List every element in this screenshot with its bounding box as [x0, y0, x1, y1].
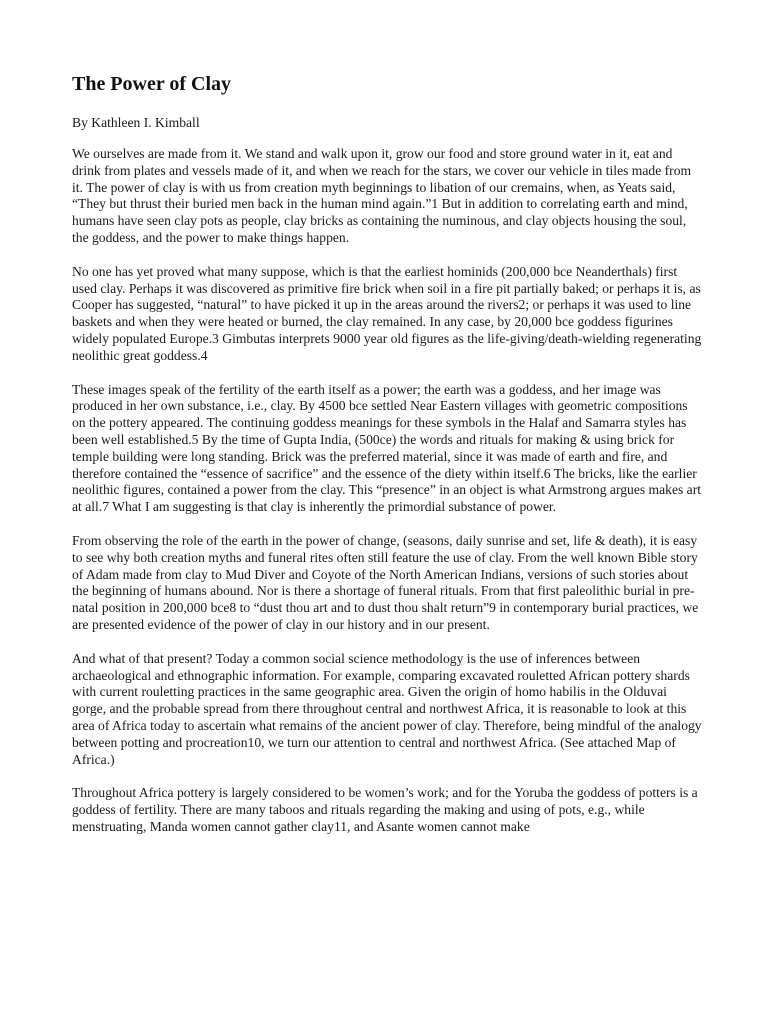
paragraph-2: No one has yet proved what many suppose, which is that the earliest hominids (200,000 bce Neanderthals) first used clay. Perhaps it was discovered as primitive fire brick when soil in a fire pit partially baked; or perhaps it is, as Cooper has suggested, “natural” to have picked it up in the areas around the rivers2; or perhaps it was used to line baskets and when they were heated or burned, the clay remained. In any case, by 20,000 bce goddess figurines widely populated Europe.3 Gimbutas interprets 9000 year old figures as the life-giving/death-wielding regenerating neolithic great goddess.4: [72, 263, 702, 363]
paragraph-4: From observing the role of the earth in the power of change, (seasons, daily sunrise and set, life & death), it is easy to see why both creation myths and funeral rites often still feature the use of clay. From the well known Bible story of Adam made from clay to Mud Diver and Coyote of the North American Indians, versions of such stories about the beginning of humans abound. Nor is there a shortage of funeral rituals. From that first paleolithic burial in pre-natal position in 200,000 bce8 to “dust thou art and to dust thou shalt return”9 in contemporary burial practices, we are presented evidence of the power of clay in our history and in our present.: [72, 532, 699, 632]
document-title: The Power of Clay: [72, 73, 232, 95]
paragraph-3: These images speak of the fertility of the earth itself as a power; the earth was a goddess, and her image was produced in her own substance, i.e., clay. By 4500 bce settled Near Eastern villages with geometric compositions on the pottery appeared. The continuing goddess meanings for these symbols in the Halaf and Samarra styles has been well established.5 By the time of Gupta India, (500ce) the words and rituals for making & using brick for temple building were long standing. Brick was the preferred material, since it was made of earth and fire, and therefore contained the “essence of sacrifice” and the essence of the diety within itself.6 The bricks, like the earlier neolithic figures, contained a power from the clay. This “presence” in an object is what Armstrong argues makes art at all.7 What I am suggesting is that clay is inherently the primordial substance of power.: [72, 381, 702, 515]
document-body: [72, 72, 702, 853]
paragraph-6: Throughout Africa pottery is largely considered to be women’s work; and for the Yoruba the goddess of potters is a goddess of fertility. There are many taboos and rituals regarding the making and using of pots, e.g., while menstruating, Manda women cannot gather clay11, and Asante women cannot make: [72, 785, 698, 834]
paragraph-1: We ourselves are made from it. We stand and walk upon it, grow our food and store ground water in it, eat and drink from plates and vessels made of it, and when we reach for the stars, we cover our vehicle in tiles made from it. The power of clay is with us from creation myth beginnings to libation of our cremains, when, as Yeats said, “They but thrust their buried men back in the human mind again.”1 But in addition to correlating earth and mind, humans have seen clay pots as people, clay bricks as containing the numinous, and clay objects housing the soul, the goddess, and the power to make things happen.: [72, 146, 692, 245]
author-byline: By Kathleen I. Kimball: [72, 115, 200, 130]
paragraph-5: And what of that present? Today a common social science methodology is the use of inferences between archaeological and ethnographic information. For example, comparing excavated rouletted African pottery shards with current rouletting practices in the same geographic area. Given the origin of homo habilis in the Olduvai gorge, and the probable spread from there throughout central and northwest Africa, it is reasonable to look at this area of Africa today to ascertain what remains of the ancient power of clay. Therefore, being mindful of the analogy between potting and procreation10, we turn our attention to central and northwest Africa. (See attached Map of Africa.): [72, 650, 702, 767]
